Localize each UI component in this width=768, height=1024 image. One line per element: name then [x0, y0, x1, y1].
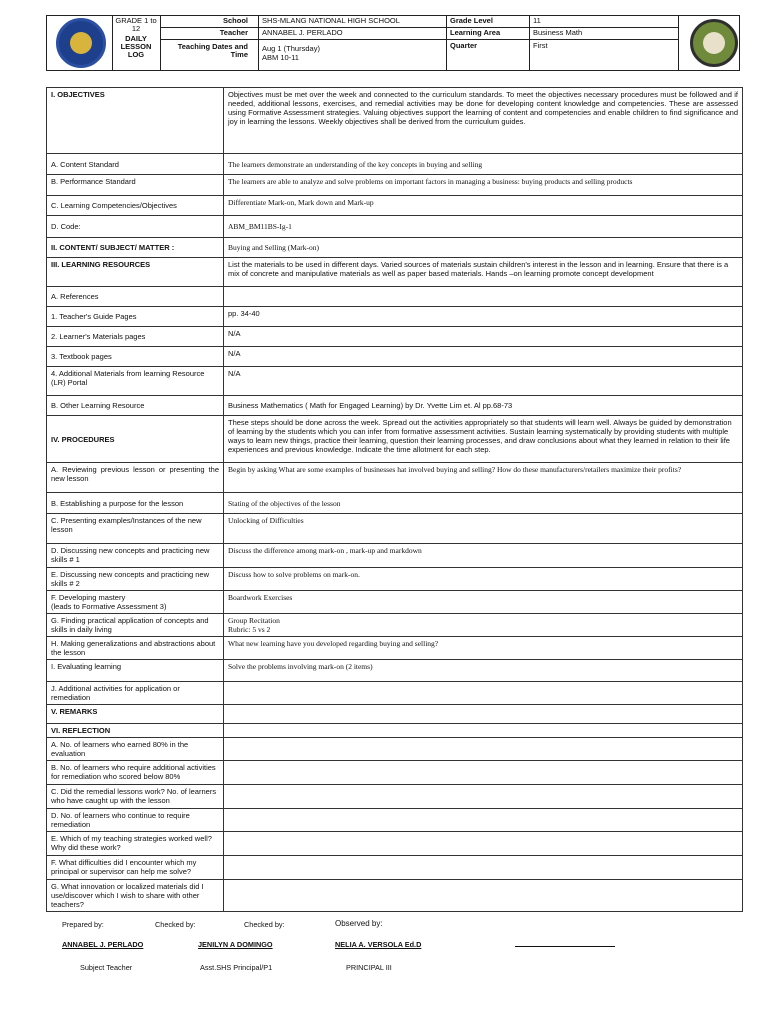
- row-label: E. Which of my teaching strategies worked well? Why did these work?: [47, 832, 224, 856]
- row-label: B. Performance Standard: [47, 175, 224, 196]
- dll-table: [46, 87, 743, 912]
- row-label-main: F. Developing mastery: [51, 593, 126, 602]
- row-value: Buying and Selling (Mark-on): [224, 238, 743, 258]
- table-row: [47, 238, 743, 258]
- table-row: [47, 544, 743, 568]
- table-row: [47, 724, 743, 738]
- table-row: [47, 416, 743, 463]
- row-value: [224, 880, 743, 912]
- row-label: D. Code:: [47, 216, 224, 238]
- row-value: [224, 682, 743, 705]
- row-value: Business Mathematics ( Math for Engaged Learning) by Dr. Yvette Lim et. Al pp.68-73: [224, 396, 743, 416]
- table-row: [47, 196, 743, 216]
- row-label: 3. Textbook pages: [47, 347, 224, 367]
- row-value-sub: Rubric: 5 vs 2: [228, 625, 271, 634]
- row-label: B. Establishing a purpose for the lesson: [47, 493, 224, 514]
- teacher-value: ANNABEL J. PERLADO: [262, 28, 343, 37]
- row-value: [224, 287, 743, 307]
- table-row: [47, 175, 743, 196]
- header-divider: [678, 15, 679, 71]
- table-row: [47, 809, 743, 832]
- asst-principal-role: Asst.SHS Principal/P1: [200, 963, 273, 972]
- row-value: [224, 809, 743, 832]
- row-label: J. Additional activities for application or remediation: [47, 682, 224, 705]
- row-value: Differentiate Mark-on, Mark down and Mark-up: [224, 196, 743, 216]
- table-row: [47, 493, 743, 514]
- table-row: [47, 287, 743, 307]
- row-label: 2. Learner's Materials pages: [47, 327, 224, 347]
- table-row: [47, 568, 743, 591]
- principal-role: PRINCIPAL III: [346, 963, 392, 972]
- row-label: E. Discussing new concepts and practicing new skills # 2: [47, 568, 224, 591]
- dates-value-section: ABM 10-11: [262, 53, 299, 62]
- table-row: [47, 216, 743, 238]
- header-divider: [112, 15, 113, 71]
- table-row: [47, 785, 743, 809]
- grade-level-label: Grade Level: [450, 16, 493, 25]
- dll-title: DAILY LESSON LOG: [120, 34, 152, 59]
- row-value: [224, 614, 743, 637]
- dates-label: Teaching Dates and Time: [177, 42, 248, 59]
- row-label: D. No. of learners who continue to require remediation: [47, 809, 224, 832]
- header-divider: [258, 15, 259, 71]
- row-value: [224, 856, 743, 880]
- row-label: A. Content Standard: [47, 154, 224, 175]
- row-label: 4. Additional Materials from learning Resource (LR) Portal: [47, 367, 224, 396]
- learning-area-value: Business Math: [533, 28, 583, 37]
- quarter-label: Quarter: [450, 41, 478, 50]
- row-value: [224, 761, 743, 785]
- row-value: [224, 785, 743, 809]
- table-row: [47, 705, 743, 724]
- checked-by-label-2: Checked by:: [244, 920, 285, 929]
- header-divider: [160, 15, 161, 71]
- table-row: [47, 327, 743, 347]
- principal-signature-name: NELIA A. VERSOLA Ed.D: [335, 940, 422, 949]
- table-row: [47, 880, 743, 912]
- row-label: III. LEARNING RESOURCES: [47, 258, 224, 287]
- grade-level-value: 11: [533, 16, 541, 25]
- row-value: These steps should be done across the week. Spread out the activities appropriately so that students will learn well. Always be guided by demonstration of learning by the students which you can infer from formative assessment activities. Sustain learning systematically by providing students with multiple ways to learn new things, practice their learning, question their learning processes, and draw conclusions about what they learned in relation to their life experiences and previous knowledge. Indicate the time allotment for each step.: [224, 416, 743, 463]
- row-value: List the materials to be used in different days. Varied sources of materials sustain children's interest in the lesson and in learning. Ensure that there is a mix of concrete and manipulative materials as well as paper based materials. Hands –on learning promote concept development: [224, 258, 743, 287]
- row-label: G. Finding practical application of concepts and skills in daily living: [47, 614, 224, 637]
- row-label: A. References: [47, 287, 224, 307]
- row-label: 1. Teacher's Guide Pages: [47, 307, 224, 327]
- row-value: Discuss how to solve problems on mark-on.: [224, 568, 743, 591]
- table-row: [47, 614, 743, 637]
- table-row: [47, 682, 743, 705]
- row-value: [224, 738, 743, 761]
- row-label: IV. PROCEDURES: [47, 416, 224, 463]
- school-label: School: [222, 16, 248, 25]
- learning-area-label: Learning Area: [450, 28, 501, 37]
- table-row: [47, 514, 743, 544]
- row-label: C. Presenting examples/Instances of the new lesson: [47, 514, 224, 544]
- row-value: pp. 34-40: [224, 307, 743, 327]
- row-label: B. No. of learners who require additional activities for remediation who scored below 80%: [47, 761, 224, 785]
- row-value: Boardwork Exercises: [224, 591, 743, 614]
- row-value: N/A: [224, 367, 743, 396]
- row-value: [224, 705, 743, 724]
- grade-range: GRADE 1 to 12: [115, 16, 157, 33]
- table-row: [47, 637, 743, 660]
- row-label: H. Making generalizations and abstractions about the lesson: [47, 637, 224, 660]
- row-value: [224, 832, 743, 856]
- table-row: [47, 154, 743, 175]
- row-label: [47, 591, 224, 614]
- row-label: G. What innovation or localized materials did I use/discover which I wish to share with other teachers?: [47, 880, 224, 912]
- table-row: [47, 660, 743, 682]
- school-value: SHS-MLANG NATIONAL HIGH SCHOOL: [262, 16, 400, 25]
- table-row: [47, 761, 743, 785]
- row-label-sub: (leads to Formative Assessment 3): [51, 602, 167, 611]
- row-label: VI. REFLECTION: [47, 724, 224, 738]
- asst-principal-signature-name: JENILYN A DOMINGO: [198, 940, 273, 949]
- row-value: What new learning have you developed regarding buying and selling?: [224, 637, 743, 660]
- row-value: N/A: [224, 347, 743, 367]
- teacher-label: Teacher: [219, 28, 248, 37]
- row-value: Begin by asking What are some examples of businesses hat involved buying and selling? How do these manufacturers/retailers maximize their profits?: [224, 463, 743, 493]
- table-row: [47, 591, 743, 614]
- row-label: I. Evaluating learning: [47, 660, 224, 682]
- checked-by-label: Checked by:: [155, 920, 196, 929]
- table-row: [47, 396, 743, 416]
- row-value: [224, 724, 743, 738]
- row-label: C. Did the remedial lessons work? No. of learners who have caught up with the lesson: [47, 785, 224, 809]
- observed-by-label: Observed by:: [335, 919, 383, 928]
- row-value: Discuss the difference among mark-on , mark-up and markdown: [224, 544, 743, 568]
- table-row: [47, 856, 743, 880]
- row-value: The learners demonstrate an understanding of the key concepts in buying and selling: [224, 154, 743, 175]
- quarter-value: First: [533, 41, 548, 50]
- prepared-by-label: Prepared by:: [62, 920, 104, 929]
- table-row: [47, 463, 743, 493]
- row-value: Stating of the objectives of the lesson: [224, 493, 743, 514]
- row-value-main: Group Recitation: [228, 616, 280, 625]
- dates-value-day: Aug 1 (Thursday): [262, 44, 320, 53]
- row-label: A. No. of learners who earned 80% in the evaluation: [47, 738, 224, 761]
- blank-signature-line: [515, 946, 615, 947]
- header-divider: [529, 15, 530, 71]
- row-value: N/A: [224, 327, 743, 347]
- table-row: [47, 88, 743, 154]
- row-label: II. CONTENT/ SUBJECT/ MATTER :: [47, 238, 224, 258]
- table-row: [47, 307, 743, 327]
- header-divider: [446, 15, 447, 71]
- teacher-signature-name: ANNABEL J. PERLADO: [62, 940, 144, 949]
- row-label: A. Reviewing previous lesson or presenting the new lesson: [47, 463, 224, 493]
- table-row: [47, 258, 743, 287]
- row-value: Objectives must be met over the week and connected to the curriculum standards. To meet the objectives necessary procedures must be followed and if needed, additional lessons, exercises, and remedial activities may be done for developing content knowledge and competencies. These are assessed using Formative Assessment strategies. Valuing objectives support the learning of content and competencies and enable children to find significance and joy in learning the lessons. Weekly objectives shall be derived from the curriculum guides.: [224, 88, 743, 154]
- row-label: V. REMARKS: [47, 705, 224, 724]
- teacher-role: Subject Teacher: [80, 963, 133, 972]
- row-value: The learners are able to analyze and solve problems on important factors in managing a business: buying products and selling products: [224, 175, 743, 196]
- row-label: D. Discussing new concepts and practicing new skills # 1: [47, 544, 224, 568]
- row-value: Solve the problems involving mark-on (2 items): [224, 660, 743, 682]
- school-seal-icon: [690, 19, 738, 67]
- table-row: [47, 367, 743, 396]
- row-label: B. Other Learning Resource: [47, 396, 224, 416]
- row-value: Unlocking of Difficulties: [224, 514, 743, 544]
- table-row: [47, 738, 743, 761]
- table-row: [47, 347, 743, 367]
- row-label: C. Learning Competencies/Objectives: [47, 196, 224, 216]
- row-label: I. OBJECTIVES: [47, 88, 224, 154]
- table-row: [47, 832, 743, 856]
- deped-seal-icon: [56, 18, 106, 68]
- row-label: F. What difficulties did I encounter which my principal or supervisor can help me solve?: [47, 856, 224, 880]
- row-value: ABM_BM11BS-Ig-1: [224, 216, 743, 238]
- header-divider: [160, 39, 678, 40]
